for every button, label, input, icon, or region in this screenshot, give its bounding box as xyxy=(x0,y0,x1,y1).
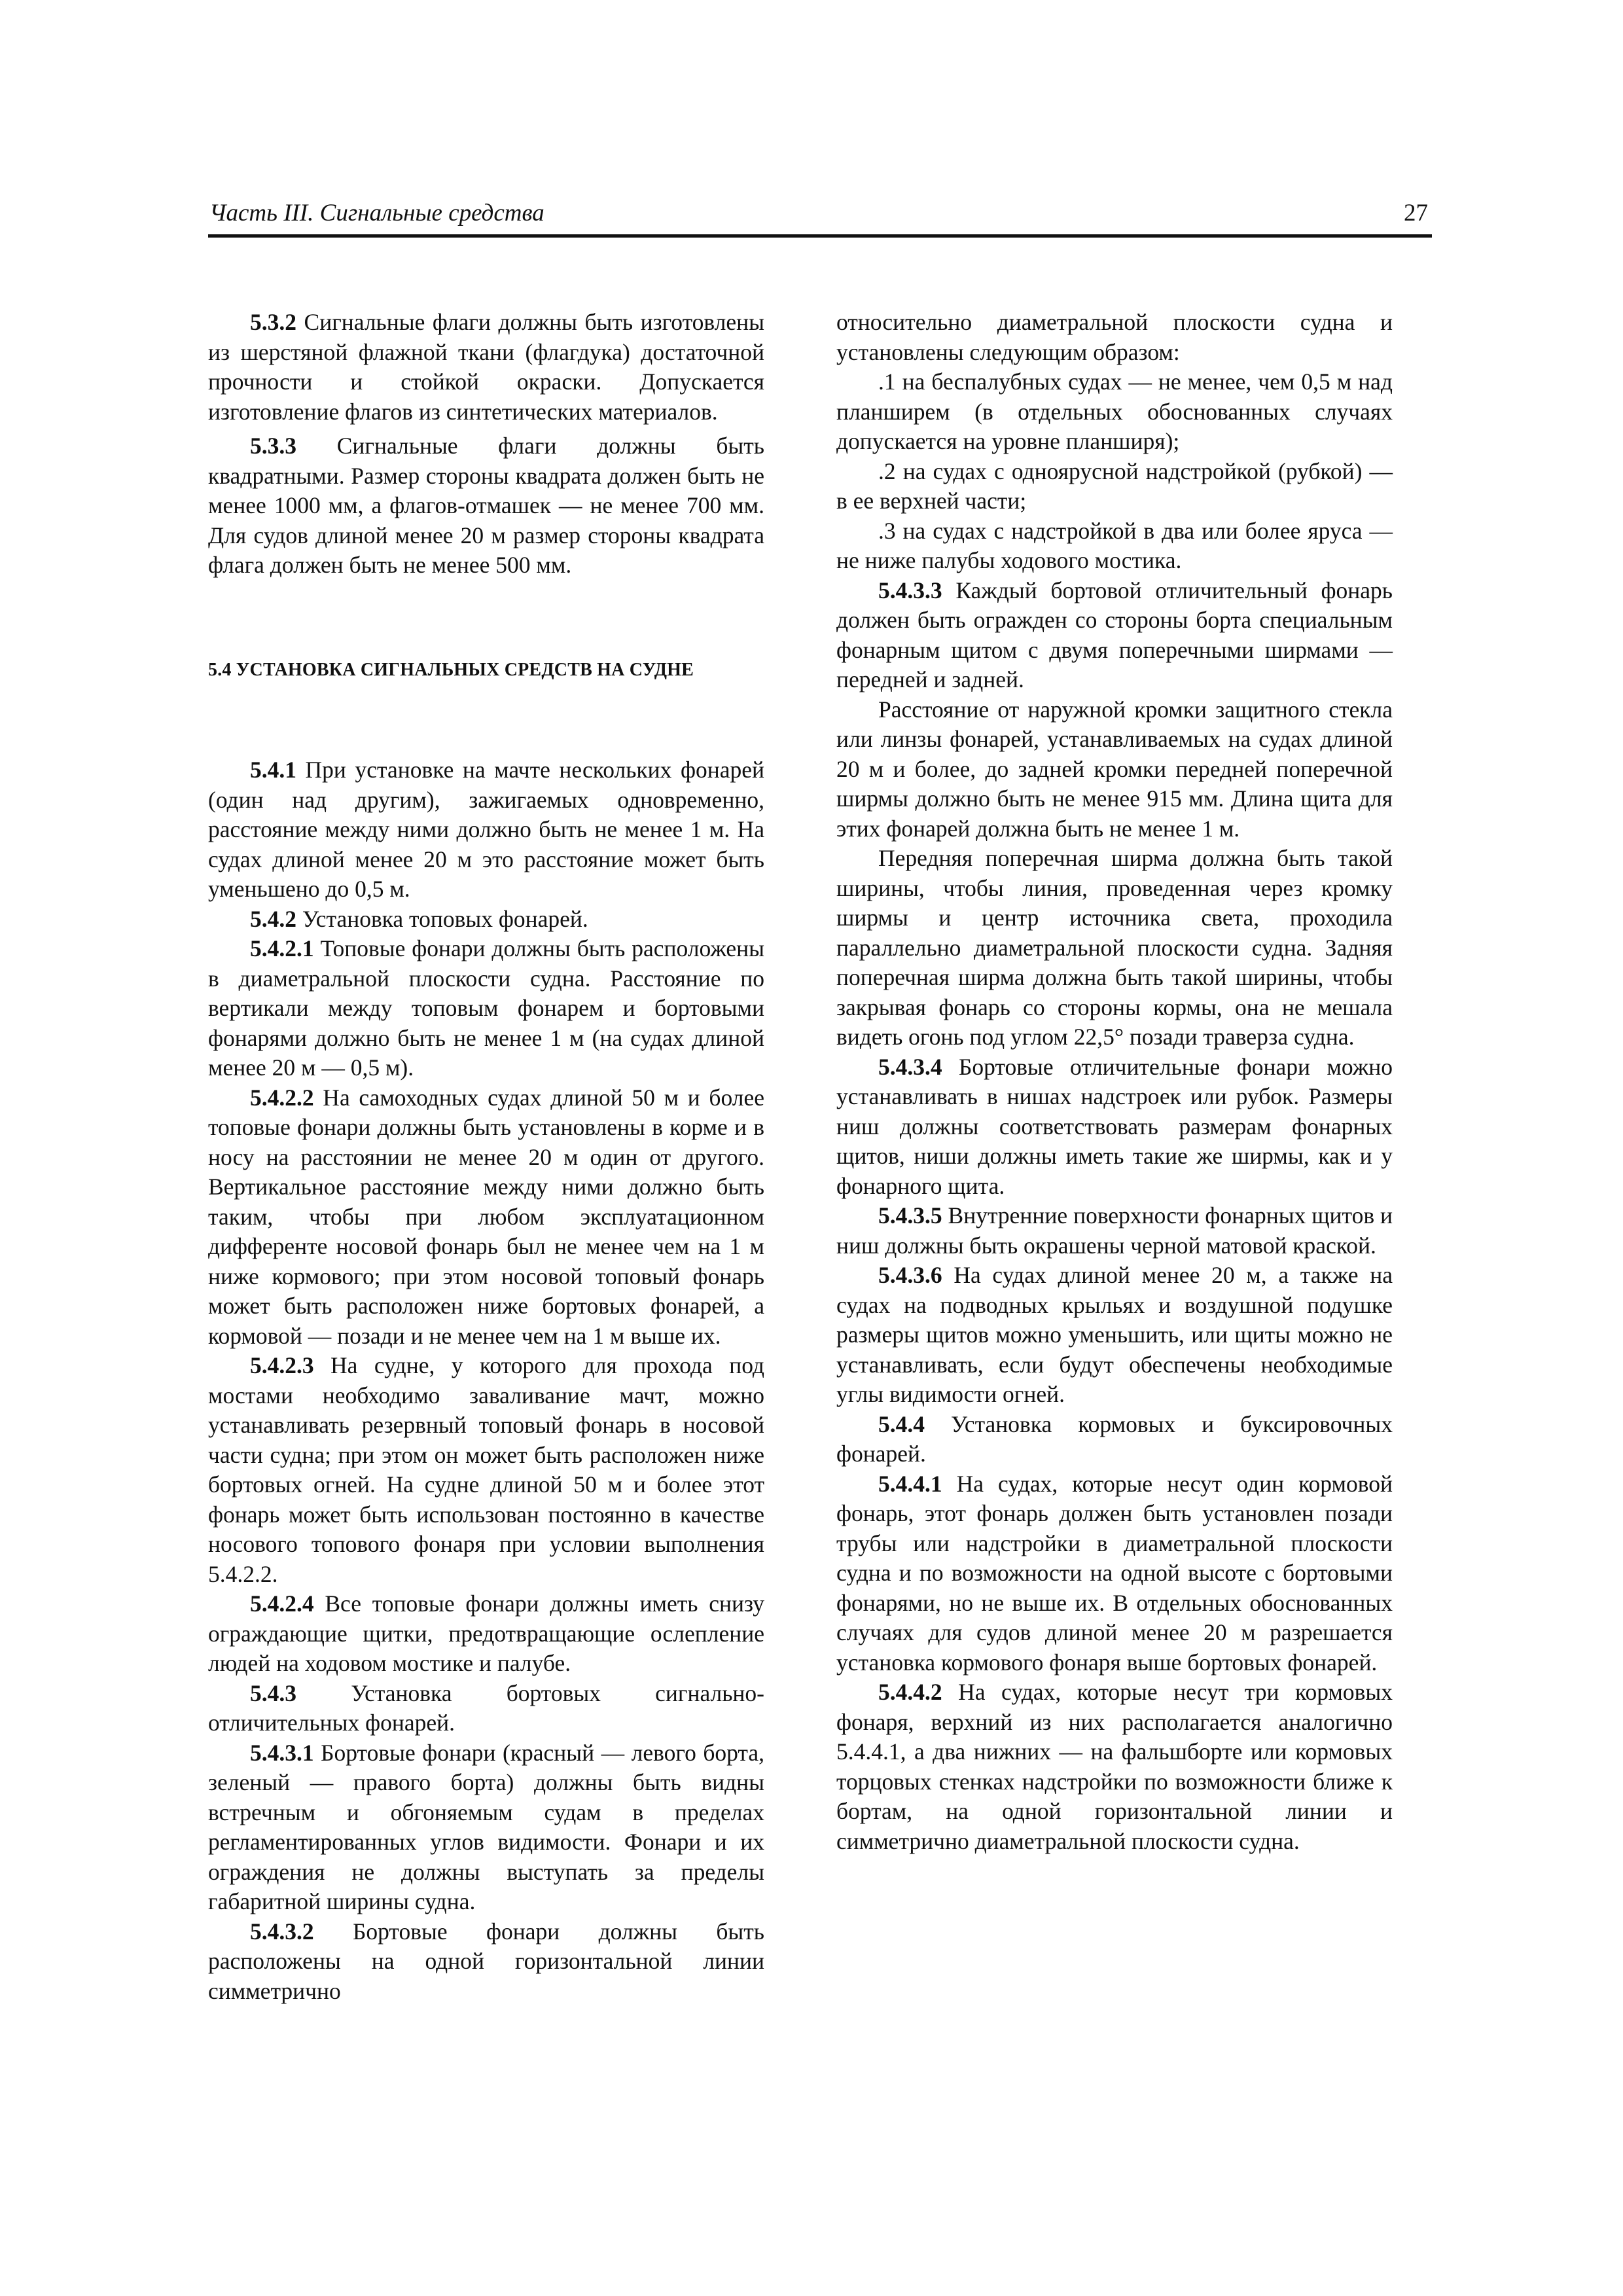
clause-text: На судах длиной менее 20 м, а также на судах на подводных крыльях и воздушной подушке размеры щитов можно уменьшить, или щиты можно не устанавливать, если будут обеспечены необходимые углы видимости огней. xyxy=(836,1262,1393,1407)
clause-number: 5.4.1 xyxy=(250,757,296,783)
clause-number: 5.4.4.1 xyxy=(878,1470,942,1497)
paragraph-5-4-3-5 xyxy=(836,1201,1393,1261)
left-column xyxy=(208,308,764,2006)
clause-text: Сигнальные флаги должны быть изготовлены из шерстяной флажной ткани (флагдука) достаточной прочности и стойкой окраски. Допускается изготовление флагов из синтетических материалов. xyxy=(208,309,764,425)
clause-number: 5.4.3.6 xyxy=(878,1262,942,1288)
clause-number: 5.3.3 xyxy=(250,433,296,459)
clause-number: 5.4.3.3 xyxy=(878,577,942,603)
list-item-3: .3 на судах с надстройкой в два или более яруса — не ниже палубы ходового мостика. xyxy=(836,517,1393,573)
paragraph-continuation: относительно диаметральной плоскости судна и установлены следующим образом: xyxy=(836,309,1393,365)
clause-text: Топовые фонари должны быть расположены в диаметральной плоскости судна. Расстояние по вертикали между топовым фонарем и бортовыми фонарями должно быть не менее 1 м (на судах длиной менее 20 м — 0,5 м). xyxy=(208,935,764,1081)
clause-text: Все топовые фонари должны иметь снизу ограждающие щитки, предотвращающие ослепление людей на ходовом мостике и палубе. xyxy=(208,1590,764,1676)
list-item-1: .1 на беспалубных судах — не менее, чем 0,5 м над планширем (в отдельных обоснованных случаях допускается на уровне планширя); xyxy=(836,368,1393,454)
clause-text: Бортовые фонари должны быть расположены на одной горизонтальной линии симметрично xyxy=(208,1918,764,2004)
clause-text: На самоходных судах длиной 50 м и более топовые фонари должны быть установлены в корме и в носу на расстоянии не менее 20 м один от другого. Вертикальное расстояние между ними должно быть таким, чтобы при любом эксплуатационном дифференте носовой фонарь был не менее чем на 1 м ниже кормового; при этом носовой топовый фонарь может быть расположен ниже бортовых фонарей, а кормовой — позади и не менее чем на 1 м выше их. xyxy=(208,1084,764,1349)
clause-number: 5.4.4.2 xyxy=(878,1679,942,1705)
paragraph-front-screen: Передняя поперечная ширма должна быть такой ширины, чтобы линия, проведенная через кромку ширмы и центр источника света, проходила параллельно диаметральной плоскости судна. Задняя поперечная ширма должна быть такой ширины, чтобы закрывая фонарь со стороны кормы, она не мешала видеть огонь под углом 22,5° позади траверза судна. xyxy=(836,845,1393,1050)
list-item-2: .2 на судах с одноярусной надстройкой (рубкой) — в ее верхней части; xyxy=(836,457,1393,514)
paragraph-5-4-4-1 xyxy=(836,1469,1393,1678)
clause-number: 5.4.2.4 xyxy=(250,1590,314,1617)
clause-number: 5.4.3.4 xyxy=(878,1053,942,1080)
clause-text: Бортовые отличительные фонари можно устанавливать в нишах надстроек или рубок. Размеры ниш должны соответствовать размерам фонарных щитов, ниши должны иметь такие же ширмы, как и у фонарного щита. xyxy=(836,1053,1393,1199)
clause-text: При установке на мачте нескольких фонарей (один над другим), зажигаемых одновременно, расстояние между ними должно быть не менее 1 м. На судах длиной менее 20 м это расстояние может быть уменьшено до 0,5 м. xyxy=(208,757,764,902)
paragraph-5-4-2-2 xyxy=(208,1083,764,1352)
paragraph-5-4-1 xyxy=(208,755,764,905)
clause-number: 5.4.2 xyxy=(250,905,296,932)
running-header xyxy=(208,196,1432,238)
clause-text: Внутренние поверхности фонарных щитов и ниш должны быть окрашены черной матовой краской. xyxy=(836,1202,1393,1259)
paragraph-5-3-2 xyxy=(208,308,764,427)
paragraph-5-4-4 xyxy=(836,1410,1393,1469)
section-heading: 5.4 УСТАНОВКА СИГНАЛЬНЫХ СРЕДСТВ НА СУДНЕ xyxy=(208,659,694,680)
clause-text: Установка топовых фонарей. xyxy=(296,905,588,932)
clause-text: Установка бортовых сигнально-отличительных фонарей. xyxy=(208,1679,764,1736)
clause-number: 5.4.2.2 xyxy=(250,1084,314,1111)
paragraph-5-4-2-1 xyxy=(208,934,764,1083)
clause-text: Сигнальные флаги должны быть квадратными. Размер стороны квадрата должен быть не менее 1000 мм, а флагов-отмашек — не менее 700 мм. Для судов длиной менее 20 м размер стороны квадрата флага должен быть не менее 500 мм. xyxy=(208,433,764,578)
clause-number: 5.4.3.1 xyxy=(250,1739,314,1766)
clause-number: 5.4.3.2 xyxy=(250,1918,314,1945)
paragraph-5-4-4-2 xyxy=(836,1677,1393,1856)
clause-number: 5.4.2.1 xyxy=(250,935,314,961)
paragraph-5-4-2-4 xyxy=(208,1589,764,1679)
right-column xyxy=(836,308,1393,1856)
page-number: 27 xyxy=(1404,200,1428,226)
paragraph-5-4-2 xyxy=(208,905,764,935)
paragraph-5-4-3-6 xyxy=(836,1261,1393,1410)
paragraph-5-4-2-3 xyxy=(208,1351,764,1589)
paragraph-5-4-3-2 xyxy=(208,1917,764,2007)
clause-text: На судах, которые несут три кормовых фонаря, верхний из них располагается аналогично 5.4.4.1, а два нижних — на фальшборте или кормовых торцовых стенках надстройки по возможности ближе к бортам, на одной горизонтальной линии и симметрично диаметральной плоскости судна. xyxy=(836,1679,1393,1854)
paragraph-distance: Расстояние от наружной кромки защитного стекла или линзы фонарей, устанавливаемых на судах длиной 20 м и более, до задней кромки передней поперечной ширмы должно быть не менее 915 мм. Длина щита для этих фонарей должна быть не менее 1 м. xyxy=(836,696,1393,842)
paragraph-5-4-3 xyxy=(208,1679,764,1738)
clause-number: 5.3.2 xyxy=(250,309,296,335)
clause-text: На судне, у которого для прохода под мостами необходимо заваливание мачт, можно устанавливать резервный топовый фонарь в носовой части судна; при этом он может быть расположен ниже бортовых огней. На судне длиной 50 м и более этот фонарь может быть использован постоянно в качестве носового топового фонаря при условии выполнения 5.4.2.2. xyxy=(208,1352,764,1587)
clause-text: Каждый бортовой отличительный фонарь должен быть огражден со стороны борта специальным фонарным щитом с двумя поперечными ширмами — передней и задней. xyxy=(836,577,1393,692)
paragraph-5-4-3-1 xyxy=(208,1738,764,1917)
clause-number: 5.4.2.3 xyxy=(250,1352,314,1378)
clause-text: На судах, которые несут один кормовой фонарь, этот фонарь должен быть установлен позади трубы или надстройки в диаметральной плоскости судна и по возможности на одной высоте с бортовыми фонарями, но не выше их. В отдельных обоснованных случаях для судов длиной менее 20 м разрешается установка кормового фонаря выше бортовых фонарей. xyxy=(836,1470,1393,1676)
clause-number: 5.4.4 xyxy=(878,1410,925,1437)
header-title: Часть III. Сигнальные средства xyxy=(209,200,544,226)
paragraph-5-4-3-3 xyxy=(836,576,1393,695)
clause-text: Бортовые фонари (красный — левого борта, зеленый — правого борта) должны быть видны встречным и обгоняемым судам в пределах регламентированных углов видимости. Фонари и их ограждения не должны выступать за пределы габаритной ширины судна. xyxy=(208,1739,764,1914)
clause-number: 5.4.3.5 xyxy=(878,1202,942,1229)
clause-number: 5.4.3 xyxy=(250,1679,296,1706)
paragraph-5-3-3 xyxy=(208,431,764,581)
clause-text: Установка кормовых и буксировочных фонарей. xyxy=(836,1410,1393,1467)
paragraph-5-4-3-4 xyxy=(836,1052,1393,1202)
